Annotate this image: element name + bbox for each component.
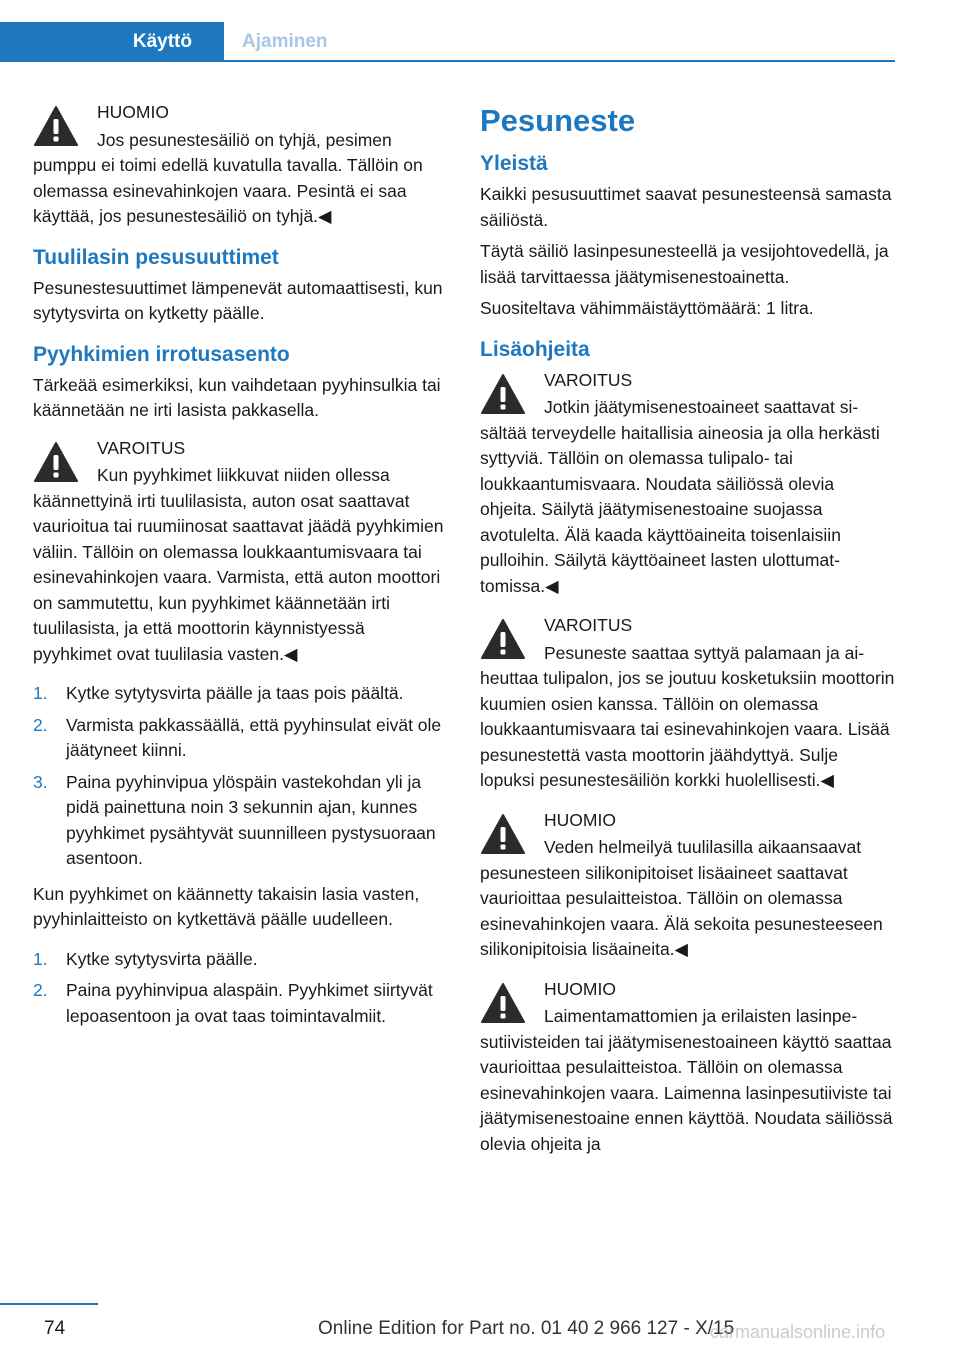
page-number: 74 (44, 1318, 66, 1339)
list-item (33, 978, 448, 1029)
warning-icon (480, 373, 526, 415)
tab-kaytto[interactable]: Käyttö (0, 22, 224, 62)
step-text: Kytke sytytysvirta päälle. (66, 948, 258, 969)
step-text: Paina pyyhinvipua alaspäin. Pyyhkimet siirtyvät lepoasentoon ja ovat taas toimintavalmiit. (66, 980, 433, 1026)
step-number: 2. (33, 980, 48, 1000)
notice-huomio (480, 977, 895, 1158)
notice-text: Laimentamattomien ja erilaisten lasinpesutiivisteiden tai jäätymisenestoaineen käyttö saattaa vaurioittaa pesulaitteistoa. Tällöin on olemassa esinevahinkojen vaara. Laimenna lasinpesutiiviste tai jäätymisenestoaine ennen käyttöä. Noudata säiliössä olevia ohjeita ja (480, 1006, 893, 1154)
step-text: Kytke sytytysvirta päälle ja taas pois päältä. (66, 683, 404, 703)
warning-icon (33, 105, 79, 147)
notice-heading: HUOMIO (544, 978, 616, 999)
step-text: Paina pyyhinvipua ylöspäin vastekohdan yli ja pidä painettuna noin 3 sekunnin ajan, kunnes pyyhkimet pysähtyvät suunnilleen pystysuoraan asentoon. (66, 771, 436, 868)
notice-text: Veden helmeilyä tuulilasilla aikaansaavat pesunesteen silikonipitoiset lisäaineet saattavat vaurioittaa pesulaitteistoa. Tällöin on olemassa esinevahinkojen vaara. Älä sekoita pesunesteeseen silikonipitoisia lisäaineita.◀ (480, 837, 883, 959)
warning-icon (480, 982, 526, 1024)
steps-list (33, 681, 448, 872)
left-column (33, 100, 448, 1039)
notice-varoitus (480, 613, 895, 794)
warning-icon (480, 618, 526, 660)
list-item (33, 770, 448, 872)
notice-varoitus (480, 368, 895, 600)
section-heading-wiper-position: Pyyhkimien irrotusasento (33, 342, 290, 366)
notice-heading: VAROITUS (544, 369, 633, 390)
notice-heading: HUOMIO (97, 102, 169, 122)
edition-info: Online Edition for Part no. 01 40 2 966 127 - X/15 (318, 1318, 735, 1339)
warning-icon (480, 813, 526, 855)
paragraph: Tärkeää esimerkiksi, kun vaihdetaan pyyhinsulkia tai käännetään ne irti lasista pakkasella. (33, 374, 441, 420)
tab-ajaminen[interactable]: Ajaminen (242, 31, 328, 52)
list-item (33, 713, 448, 764)
step-number: 1. (33, 683, 48, 703)
warning-icon (33, 441, 79, 483)
step-number: 3. (33, 771, 48, 792)
watermark: carmanualsonline.info (710, 1322, 886, 1342)
list-item (33, 681, 448, 707)
step-number: 1. (33, 948, 48, 969)
footer-rule (0, 1303, 98, 1305)
section-heading-washer-jets: Tuulilasin pesusuuttimet (33, 245, 279, 269)
notice-heading: VAROITUS (544, 615, 633, 635)
notice-huomio (480, 808, 895, 963)
section-heading-additional: Lisäohjeita (480, 337, 590, 361)
notice-huomio (33, 100, 448, 230)
notice-text: Kun pyyhkimet liikkuvat niiden ollessa käännettyinä irti tuulilasista, auton osat saattavat vaurioitua tai ruumiinosat saattavat jäädä pyyhkimien väliin. Tällöin on olemassa loukkaantumisvaara tai esinevahinkojen vaara. Varmista, että auton moottori on sammutettu, kun pyyhkimet käännetään irti tuulilasista, ja että moottorin käynnistyessä pyyhkimet ovat tuulilasia vasten.◀ (33, 465, 444, 664)
right-column (480, 100, 895, 1171)
section-heading-general: Yleistä (480, 152, 548, 175)
steps-list (33, 947, 448, 1030)
page-header (0, 0, 960, 64)
paragraph: Täytä säiliö lasinpesunesteellä ja vesijohtovedellä, ja lisää tarvittaessa jäätymisenestoainetta. (480, 241, 889, 287)
paragraph: Pesunestesuuttimet lämpenevät automaattisesti, kun sytytysvirta on kytketty päälle. (33, 277, 443, 323)
header-rule (0, 60, 895, 62)
paragraph: Kun pyyhkimet on käännetty takaisin lasia vasten, pyyhinlaitteisto on kytkettävä päälle uudelleen. (33, 883, 420, 929)
page-title: Pesuneste (480, 103, 636, 138)
notice-heading: VAROITUS (97, 437, 186, 458)
notice-text: Pesuneste saattaa syttyä palamaan ja aiheuttaa tulipalon, jos se joutuu kosketuksiin moottorin kuumien osien kanssa. Tällöin on olemassa loukkaantumisvaara tai esinevahinkojen vaara. Lisää pesunestettä vasta moottorin jäähdyttyä. Sulje lopuksi pesunestesäiliön korkki huolellisesti.◀ (480, 642, 895, 790)
notice-heading: HUOMIO (544, 809, 616, 830)
notice-text: Jos pesunestesäiliö on tyhjä, pesimen pumppu ei toimi edellä kuvatulla tavalla. Tällöin on olemassa esinevahinkojen vaara. Pesintä ei saa käyttää, jos pesunestesäiliö on tyhjä.◀ (33, 129, 423, 226)
paragraph: Kaikki pesusuuttimet saavat pesunesteensä samasta säiliöstä. (480, 184, 892, 230)
step-text: Varmista pakkassäällä, että pyyhinsulat eivät ole jäätyneet kiinni. (66, 714, 442, 760)
paragraph: Suositeltava vähimmäistäyttömäärä: 1 litra. (480, 298, 814, 318)
notice-varoitus (33, 436, 448, 668)
step-number: 2. (33, 714, 48, 735)
list-item (33, 947, 448, 973)
notice-text: Jotkin jäätymisenestoaineet saattavat sisältää terveydelle haitallisia aineosia ja olla herkästi syttyviä. Tällöin on olemassa tulipalo- tai loukkaantumisvaara. Noudata säiliössä olevia ohjeita. Säilytä jäätymisenestoaine suojassa avotulelta. Älä kaada käyttöaineita toisenlaisiin pulloihin. Säilytä käyttöaineet lasten ulottumattomissa.◀ (480, 397, 880, 596)
